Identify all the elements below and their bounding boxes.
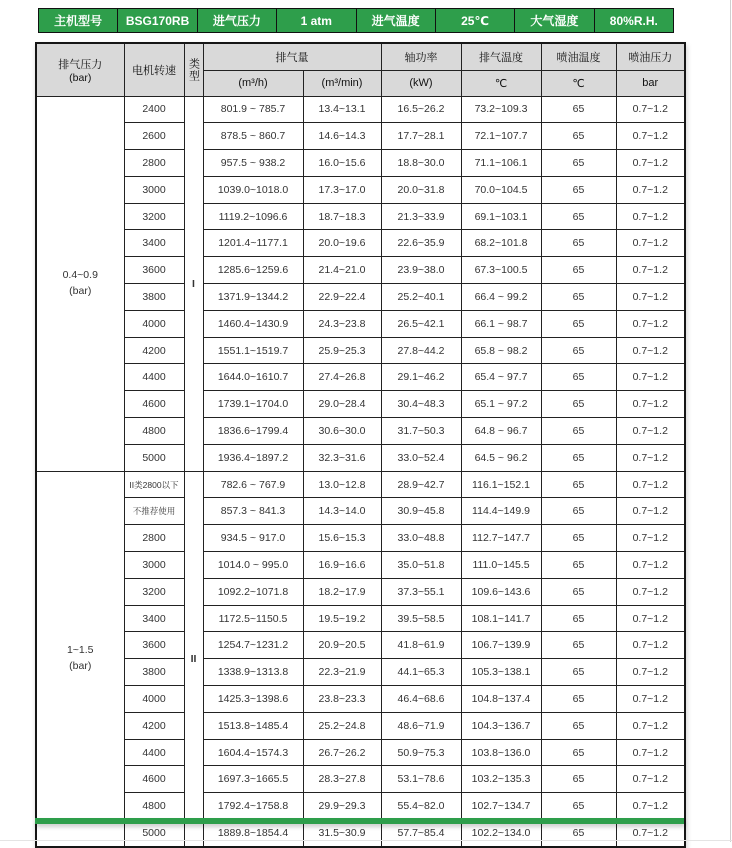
- flow-min-cell: 20.9~20.5: [303, 632, 381, 659]
- flow-min-cell: 22.9~22.4: [303, 284, 381, 311]
- flow-h-cell: 1201.4~1177.1: [203, 230, 303, 257]
- exhaust-temp-cell: 64.5 ~ 96.2: [461, 444, 541, 471]
- exhaust-temp-cell: 70.0~104.5: [461, 176, 541, 203]
- oil-temp-cell: 65: [541, 766, 616, 793]
- table-row: [36, 605, 685, 632]
- oil-temp-cell: 65: [541, 525, 616, 552]
- exhaust-temp-cell: 65.1 ~ 97.2: [461, 391, 541, 418]
- oil-pressure-cell: 0.7~1.2: [616, 418, 685, 445]
- exhaust-temp-cell: 65.8 ~ 98.2: [461, 337, 541, 364]
- flow-h-cell: 857.3 ~ 841.3: [203, 498, 303, 525]
- machine-model-label: 主机型号: [39, 9, 118, 32]
- page-edge-right: [730, 0, 731, 842]
- motor-speed-cell: 2600: [124, 123, 184, 150]
- flow-h-cell: 1644.0~1610.7: [203, 364, 303, 391]
- oil-pressure-cell: 0.7~1.2: [616, 364, 685, 391]
- shaft-power-cell: 17.7~28.1: [381, 123, 461, 150]
- intake-temp-label: 进气温度: [357, 9, 436, 32]
- oil-temp-cell: 65: [541, 712, 616, 739]
- oil-pressure-cell: 0.7~1.2: [616, 712, 685, 739]
- motor-speed-cell: 3200: [124, 203, 184, 230]
- motor-speed-cell: 不推荐使用: [124, 498, 184, 525]
- flow-min-cell: 26.7~26.2: [303, 739, 381, 766]
- oil-pressure-cell: 0.7~1.2: [616, 766, 685, 793]
- exhaust-temp-cell: 102.7~134.7: [461, 793, 541, 820]
- exhaust-temp-cell: 112.7~147.7: [461, 525, 541, 552]
- col-header-shaft-power: 轴功率: [381, 43, 461, 70]
- flow-min-cell: 29.9~29.3: [303, 793, 381, 820]
- shaft-power-cell: 46.4~68.6: [381, 686, 461, 713]
- flow-min-cell: 32.3~31.6: [303, 444, 381, 471]
- oil-pressure-cell: 0.7~1.2: [616, 471, 685, 498]
- flow-min-cell: 31.5~30.9: [303, 820, 381, 847]
- flow-min-cell: 14.6~14.3: [303, 123, 381, 150]
- motor-speed-cell: 4200: [124, 712, 184, 739]
- oil-temp-cell: 65: [541, 552, 616, 579]
- exhaust-temp-cell: 64.8 ~ 96.7: [461, 418, 541, 445]
- flow-h-cell: 1119.2~1096.6: [203, 203, 303, 230]
- oil-temp-cell: 65: [541, 659, 616, 686]
- oil-temp-cell: 65: [541, 96, 616, 123]
- shaft-power-cell: 29.1~46.2: [381, 364, 461, 391]
- oil-pressure-cell: 0.7~1.2: [616, 632, 685, 659]
- oil-pressure-cell: 0.7~1.2: [616, 284, 685, 311]
- shaft-power-cell: 41.8~61.9: [381, 632, 461, 659]
- shaft-power-cell: 25.2~40.1: [381, 284, 461, 311]
- table-row: [36, 96, 685, 123]
- oil-temp-cell: 65: [541, 257, 616, 284]
- oil-temp-cell: 65: [541, 284, 616, 311]
- table-row: [36, 659, 685, 686]
- motor-speed-cell: II类2800以下: [124, 471, 184, 498]
- flow-h-cell: 878.5 ~ 860.7: [203, 123, 303, 150]
- oil-pressure-cell: 0.7~1.2: [616, 150, 685, 177]
- oil-pressure-cell: 0.7~1.2: [616, 391, 685, 418]
- motor-speed-cell: 3200: [124, 578, 184, 605]
- oil-pressure-cell: 0.7~1.2: [616, 552, 685, 579]
- exhaust-temp-cell: 106.7~139.9: [461, 632, 541, 659]
- shaft-power-cell: 16.5~26.2: [381, 96, 461, 123]
- motor-speed-cell: 4200: [124, 337, 184, 364]
- oil-temp-cell: 65: [541, 498, 616, 525]
- spec-table: [35, 42, 686, 848]
- table-row: [36, 686, 685, 713]
- flow-h-cell: 1836.6~1799.4: [203, 418, 303, 445]
- flow-h-cell: 782.6 ~ 767.9: [203, 471, 303, 498]
- exhaust-temp-cell: 73.2~109.3: [461, 96, 541, 123]
- col-header-motor-speed: 电机转速: [124, 43, 184, 96]
- flow-h-cell: 1039.0~1018.0: [203, 176, 303, 203]
- oil-pressure-cell: 0.7~1.2: [616, 257, 685, 284]
- flow-h-cell: 1604.4~1574.3: [203, 739, 303, 766]
- shaft-power-cell: 31.7~50.3: [381, 418, 461, 445]
- shaft-power-cell: 35.0~51.8: [381, 552, 461, 579]
- oil-pressure-cell: 0.7~1.2: [616, 203, 685, 230]
- flow-h-cell: 1792.4~1758.8: [203, 793, 303, 820]
- page-edge-bottom: [0, 840, 732, 841]
- exhaust-temp-cell: 109.6~143.6: [461, 578, 541, 605]
- flow-min-cell: 13.0~12.8: [303, 471, 381, 498]
- oil-pressure-cell: 0.7~1.2: [616, 578, 685, 605]
- motor-speed-cell: 2800: [124, 525, 184, 552]
- table-row: [36, 391, 685, 418]
- type-cell: I: [184, 96, 203, 471]
- exhaust-temp-cell: 105.3~138.1: [461, 659, 541, 686]
- col-header-exhaust-pressure-label: 排气压力: [58, 58, 103, 71]
- flow-min-cell: 20.0~19.6: [303, 230, 381, 257]
- oil-temp-cell: 65: [541, 391, 616, 418]
- shaft-power-cell: 37.3~55.1: [381, 578, 461, 605]
- oil-temp-cell: 65: [541, 176, 616, 203]
- motor-speed-cell: 3400: [124, 230, 184, 257]
- flow-min-cell: 22.3~21.9: [303, 659, 381, 686]
- flow-h-cell: 1338.9~1313.8: [203, 659, 303, 686]
- oil-temp-cell: 65: [541, 444, 616, 471]
- machine-model-value: BSG170RB: [118, 9, 197, 32]
- flow-h-cell: 1425.3~1398.6: [203, 686, 303, 713]
- table-row: [36, 203, 685, 230]
- table-row: [36, 632, 685, 659]
- flow-h-cell: 1014.0 ~ 995.0: [203, 552, 303, 579]
- shaft-power-cell: 44.1~65.3: [381, 659, 461, 686]
- oil-temp-cell: 65: [541, 337, 616, 364]
- flow-min-cell: 24.3~23.8: [303, 310, 381, 337]
- shaft-power-cell: 30.4~48.3: [381, 391, 461, 418]
- motor-speed-cell: 3600: [124, 257, 184, 284]
- table-row: [36, 766, 685, 793]
- oil-temp-cell: 65: [541, 310, 616, 337]
- flow-min-cell: 17.3~17.0: [303, 176, 381, 203]
- pressure-range-cell: 0.4~0.9 (bar): [36, 96, 124, 471]
- intake-pressure-value: 1 atm: [277, 9, 356, 32]
- table-row: [36, 552, 685, 579]
- flow-h-cell: 1092.2~1071.8: [203, 578, 303, 605]
- oil-pressure-cell: 0.7~1.2: [616, 310, 685, 337]
- shaft-power-cell: 27.8~44.2: [381, 337, 461, 364]
- flow-h-cell: 1513.8~1485.4: [203, 712, 303, 739]
- oil-pressure-cell: 0.7~1.2: [616, 686, 685, 713]
- oil-temp-cell: 65: [541, 632, 616, 659]
- shaft-power-cell: 28.9~42.7: [381, 471, 461, 498]
- exhaust-temp-cell: 111.0~145.5: [461, 552, 541, 579]
- motor-speed-cell: 3800: [124, 284, 184, 311]
- oil-temp-cell: 65: [541, 820, 616, 847]
- col-header-exhaust-temp: 排气温度: [461, 43, 541, 70]
- flow-h-cell: 801.9 ~ 785.7: [203, 96, 303, 123]
- intake-temp-value: 25℃: [436, 9, 515, 32]
- unit-flow-min: (m³/min): [303, 70, 381, 96]
- flow-min-cell: 18.2~17.9: [303, 578, 381, 605]
- flow-h-cell: 1936.4~1897.2: [203, 444, 303, 471]
- exhaust-temp-cell: 102.2~134.0: [461, 820, 541, 847]
- shaft-power-cell: 48.6~71.9: [381, 712, 461, 739]
- flow-h-cell: 934.5 ~ 917.0: [203, 525, 303, 552]
- table-row: [36, 739, 685, 766]
- col-header-exhaust-pressure: [36, 43, 124, 96]
- motor-speed-cell: 2800: [124, 150, 184, 177]
- type-cell: II: [184, 471, 203, 847]
- col-header-oil-pressure: 喷油压力: [616, 43, 685, 70]
- exhaust-temp-cell: 104.8~137.4: [461, 686, 541, 713]
- motor-speed-cell: 4000: [124, 686, 184, 713]
- shaft-power-cell: 20.0~31.8: [381, 176, 461, 203]
- flow-min-cell: 18.7~18.3: [303, 203, 381, 230]
- oil-pressure-cell: 0.7~1.2: [616, 337, 685, 364]
- exhaust-temp-cell: 108.1~141.7: [461, 605, 541, 632]
- exhaust-temp-cell: 114.4~149.9: [461, 498, 541, 525]
- oil-pressure-cell: 0.7~1.2: [616, 793, 685, 820]
- oil-temp-cell: 65: [541, 471, 616, 498]
- oil-temp-cell: 65: [541, 605, 616, 632]
- col-header-exhaust-pressure-unit: (bar): [69, 71, 92, 84]
- shaft-power-cell: 30.9~45.8: [381, 498, 461, 525]
- flow-min-cell: 23.8~23.3: [303, 686, 381, 713]
- bottom-accent-bar: [35, 818, 684, 824]
- unit-oil-temp: ℃: [541, 70, 616, 96]
- exhaust-temp-cell: 103.8~136.0: [461, 739, 541, 766]
- oil-temp-cell: 65: [541, 578, 616, 605]
- oil-pressure-cell: 0.7~1.2: [616, 498, 685, 525]
- table-row: [36, 498, 685, 525]
- table-row: [36, 712, 685, 739]
- oil-pressure-cell: 0.7~1.2: [616, 525, 685, 552]
- exhaust-temp-cell: 103.2~135.3: [461, 766, 541, 793]
- spec-table-body: [36, 96, 685, 847]
- exhaust-temp-cell: 69.1~103.1: [461, 203, 541, 230]
- flow-h-cell: 1889.8~1854.4: [203, 820, 303, 847]
- table-row: [36, 364, 685, 391]
- unit-oil-pressure: bar: [616, 70, 685, 96]
- motor-speed-cell: 3600: [124, 632, 184, 659]
- oil-pressure-cell: 0.7~1.2: [616, 605, 685, 632]
- flow-h-cell: 1739.1~1704.0: [203, 391, 303, 418]
- exhaust-temp-cell: 71.1~106.1: [461, 150, 541, 177]
- oil-temp-cell: 65: [541, 739, 616, 766]
- oil-temp-cell: 65: [541, 123, 616, 150]
- flow-min-cell: 15.6~15.3: [303, 525, 381, 552]
- motor-speed-cell: 4600: [124, 766, 184, 793]
- flow-h-cell: 1460.4~1430.9: [203, 310, 303, 337]
- flow-min-cell: 28.3~27.8: [303, 766, 381, 793]
- flow-min-cell: 21.4~21.0: [303, 257, 381, 284]
- shaft-power-cell: 18.8~30.0: [381, 150, 461, 177]
- oil-temp-cell: 65: [541, 686, 616, 713]
- flow-min-cell: 25.2~24.8: [303, 712, 381, 739]
- motor-speed-cell: 3800: [124, 659, 184, 686]
- flow-h-cell: 1172.5~1150.5: [203, 605, 303, 632]
- motor-speed-cell: 4800: [124, 418, 184, 445]
- exhaust-temp-cell: 116.1~152.1: [461, 471, 541, 498]
- exhaust-temp-cell: 104.3~136.7: [461, 712, 541, 739]
- unit-exhaust-temp: ℃: [461, 70, 541, 96]
- flow-h-cell: 1285.6~1259.6: [203, 257, 303, 284]
- col-header-oil-temp: 喷油温度: [541, 43, 616, 70]
- oil-temp-cell: 65: [541, 793, 616, 820]
- flow-min-cell: 29.0~28.4: [303, 391, 381, 418]
- oil-pressure-cell: 0.7~1.2: [616, 230, 685, 257]
- table-row: [36, 310, 685, 337]
- flow-min-cell: 16.9~16.6: [303, 552, 381, 579]
- header-row-1: [36, 43, 685, 70]
- exhaust-temp-cell: 72.1~107.7: [461, 123, 541, 150]
- table-row: [36, 176, 685, 203]
- table-row: [36, 337, 685, 364]
- exhaust-temp-cell: 66.4 ~ 99.2: [461, 284, 541, 311]
- spec-summary-bar: [38, 8, 674, 33]
- shaft-power-cell: 57.7~85.4: [381, 820, 461, 847]
- oil-pressure-cell: 0.7~1.2: [616, 123, 685, 150]
- pressure-range-cell: 1~1.5 (bar): [36, 471, 124, 847]
- flow-h-cell: 957.5 ~ 938.2: [203, 150, 303, 177]
- oil-pressure-cell: 0.7~1.2: [616, 659, 685, 686]
- flow-min-cell: 14.3~14.0: [303, 498, 381, 525]
- table-row: [36, 123, 685, 150]
- table-row: [36, 230, 685, 257]
- flow-min-cell: 19.5~19.2: [303, 605, 381, 632]
- table-row: [36, 418, 685, 445]
- humidity-value: 80%R.H.: [609, 13, 658, 28]
- table-row: [36, 471, 685, 498]
- table-row: [36, 284, 685, 311]
- shaft-power-cell: 39.5~58.5: [381, 605, 461, 632]
- humidity-label: 大气湿度: [515, 9, 594, 32]
- flow-min-cell: 30.6~30.0: [303, 418, 381, 445]
- flow-min-cell: 16.0~15.6: [303, 150, 381, 177]
- oil-temp-cell: 65: [541, 150, 616, 177]
- flow-h-cell: 1551.1~1519.7: [203, 337, 303, 364]
- flow-min-cell: 13.4~13.1: [303, 96, 381, 123]
- oil-temp-cell: 65: [541, 203, 616, 230]
- motor-speed-cell: 3000: [124, 176, 184, 203]
- flow-h-cell: 1371.9~1344.2: [203, 284, 303, 311]
- intake-pressure-label: 进气压力: [198, 9, 277, 32]
- motor-speed-cell: 4400: [124, 364, 184, 391]
- motor-speed-cell: 4600: [124, 391, 184, 418]
- table-row: [36, 150, 685, 177]
- motor-speed-cell: 4400: [124, 739, 184, 766]
- oil-pressure-cell: 0.7~1.2: [616, 444, 685, 471]
- exhaust-temp-cell: 66.1 ~ 98.7: [461, 310, 541, 337]
- shaft-power-cell: 33.0~48.8: [381, 525, 461, 552]
- flow-min-cell: 27.4~26.8: [303, 364, 381, 391]
- exhaust-temp-cell: 65.4 ~ 97.7: [461, 364, 541, 391]
- shaft-power-cell: 22.6~35.9: [381, 230, 461, 257]
- table-row: [36, 793, 685, 820]
- oil-temp-cell: 65: [541, 230, 616, 257]
- shaft-power-cell: 26.5~42.1: [381, 310, 461, 337]
- shaft-power-cell: 55.4~82.0: [381, 793, 461, 820]
- oil-pressure-cell: 0.7~1.2: [616, 96, 685, 123]
- oil-pressure-cell: 0.7~1.2: [616, 739, 685, 766]
- shaft-power-cell: 50.9~75.3: [381, 739, 461, 766]
- motor-speed-cell: 2400: [124, 96, 184, 123]
- motor-speed-cell: 5000: [124, 820, 184, 847]
- unit-shaft-power: (kW): [381, 70, 461, 96]
- oil-pressure-cell: 0.7~1.2: [616, 820, 685, 847]
- motor-speed-cell: 3400: [124, 605, 184, 632]
- exhaust-temp-cell: 68.2~101.8: [461, 230, 541, 257]
- table-row: [36, 578, 685, 605]
- shaft-power-cell: 33.0~52.4: [381, 444, 461, 471]
- motor-speed-cell: 5000: [124, 444, 184, 471]
- shaft-power-cell: 21.3~33.9: [381, 203, 461, 230]
- unit-flow-h: (m³/h): [203, 70, 303, 96]
- oil-temp-cell: 65: [541, 418, 616, 445]
- motor-speed-cell: 4000: [124, 310, 184, 337]
- oil-pressure-cell: 0.7~1.2: [616, 176, 685, 203]
- col-header-flow: 排气量: [203, 43, 381, 70]
- motor-speed-cell: 3000: [124, 552, 184, 579]
- exhaust-temp-cell: 67.3~100.5: [461, 257, 541, 284]
- table-row: [36, 525, 685, 552]
- oil-temp-cell: 65: [541, 364, 616, 391]
- table-row: [36, 444, 685, 471]
- flow-min-cell: 25.9~25.3: [303, 337, 381, 364]
- shaft-power-cell: 53.1~78.6: [381, 766, 461, 793]
- motor-speed-cell: 4800: [124, 793, 184, 820]
- shaft-power-cell: 23.9~38.0: [381, 257, 461, 284]
- col-header-type: 类型: [184, 43, 203, 96]
- flow-h-cell: 1697.3~1665.5: [203, 766, 303, 793]
- table-row: [36, 257, 685, 284]
- flow-h-cell: 1254.7~1231.2: [203, 632, 303, 659]
